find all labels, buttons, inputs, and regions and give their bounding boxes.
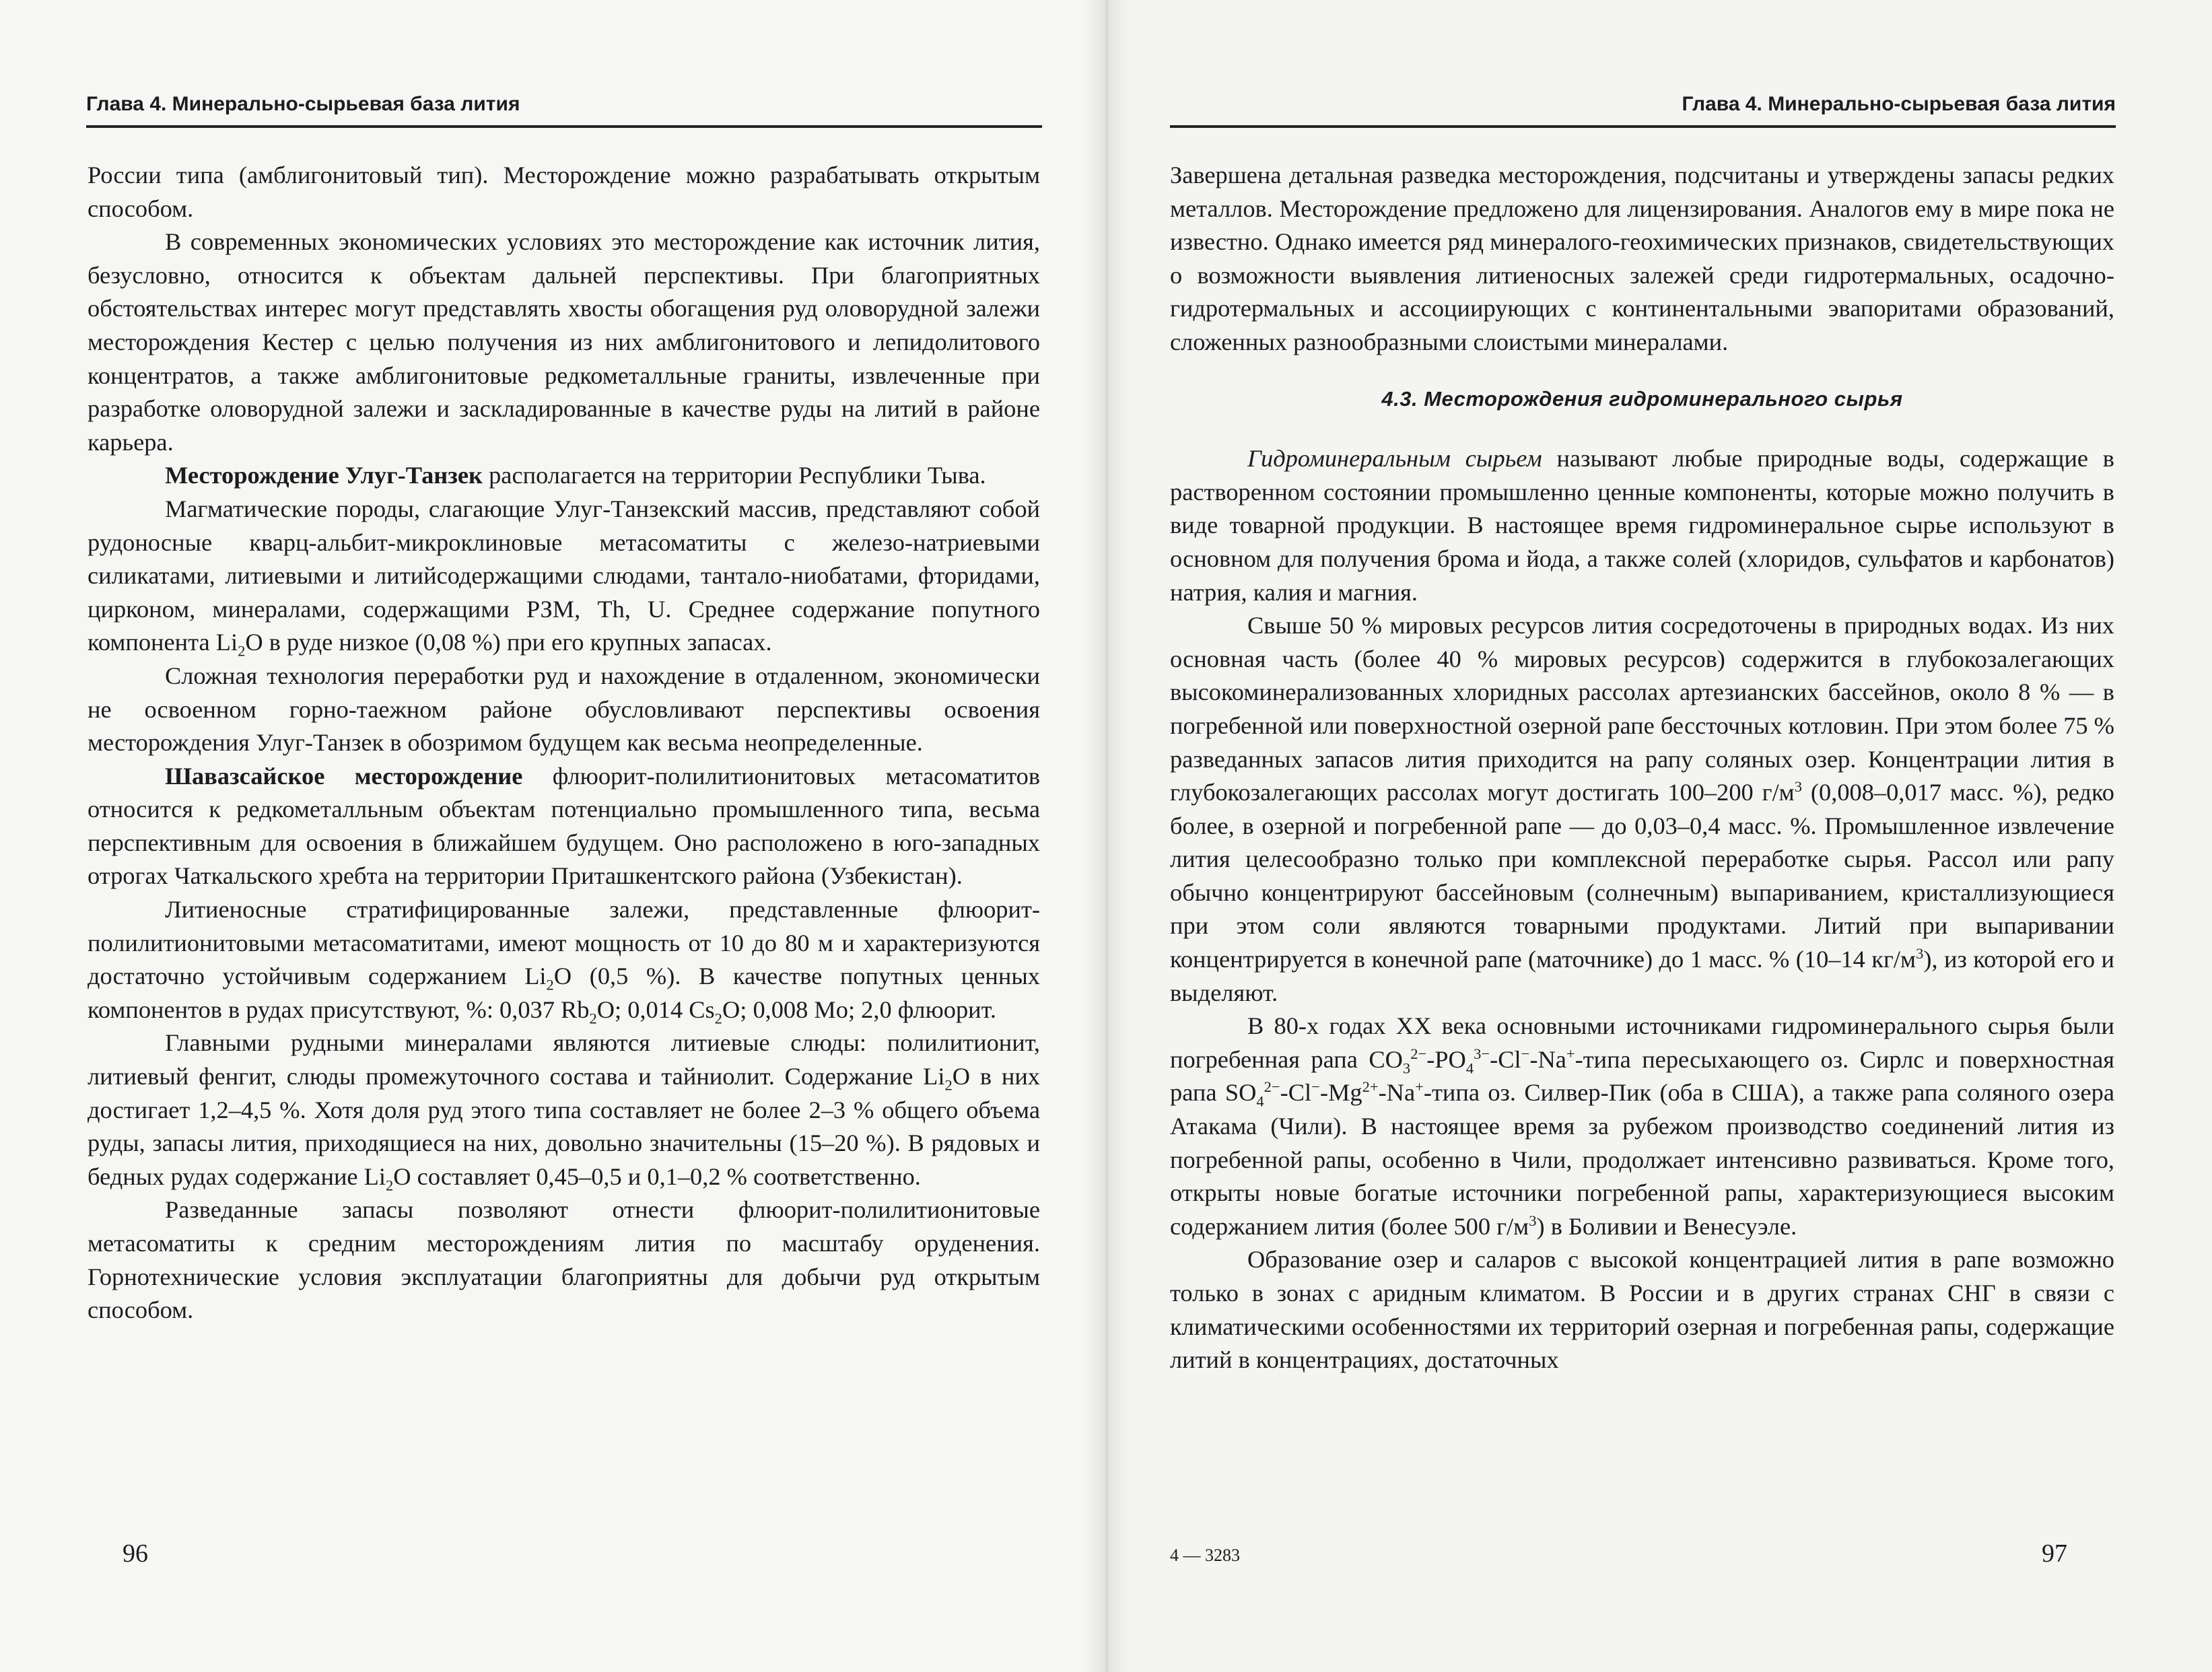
paragraph: Гидроминеральным сырьем называют любые природные воды, содержащие в растворенном состоянии промышленно ценные компоненты, которые можно получить в виде товарной продукции. В настоящее время гидроминеральное сырье используют в основном для получения брома и йода, а также солей (хлоридов, сульфатов и карбонатов) натрия, калия и магния. [1170,445,2114,606]
right-page-body [1170,159,2114,1377]
term-hydromineral-raw: Гидроминеральным сырьем [1247,445,1542,473]
deposit-name-shavazsai: Шавазсайское месторождение [165,762,523,790]
running-header-right: Глава 4. Минерально-сырьевая база лития [1170,93,2116,128]
right-page [1106,0,2212,1672]
paragraph: Главными рудными минералами являются литиевые слюды: полилитионит, литиевый фенгит, слюды промежуточного состава и тайниолит. Содержание $Li_2O$ в них достигает 1,2–4,5 %. Хотя доля руд этого типа составляет не более 2–3 % общего объема руды, запасы лития, приходящиеся на них, довольно значительны (15–20 %). В рядовых и бедных рудах содержание $Li_2O$ составляет 0,45–0,5 и 0,1–0,2 % соответственно. [88,1029,1040,1194]
paragraph: Шавазсайское месторождение флюорит-полилитионитовых метасоматитов относится к редкометалльным объектам потенциально промышленного типа, весьма перспективным для освоения в ближайшем будущем. Оно расположено в юго-западных отрогах Чаткальского хребта на территории Приташкентского района (Узбекистан). [88,762,1040,890]
page-number-left: 96 [123,1539,148,1568]
paragraph: В 80-х годах XX века основными источниками гидроминерального сырья были погребенная рапа $CO_3^{2-}-PO_4^{3-}-Cl^--Na^+$-типа пересыхающего оз. Сирлс и поверхностная рапа $SO_4^{2-}-Cl^--Mg^{2+}-Na^+$-типа оз. Силвер-Пик (оба в США), а также рапа соляного озера Атакама (Чили). В настоящее время за рубежом производство соединений лития из погребенной рапы, особенно в Чили, продолжает интенсивно развиваться. Кроме того, открыты новые богатые источники погребенной рапы, характеризующиеся высоким содержанием лития (более 500 $г/м^3$) в Боливии и Венесуэле. [1170,1012,2114,1240]
left-page-body [88,159,1040,1327]
deposit-name-ulug-tanzek: Месторождение Улуг-Танзек [165,462,483,489]
paragraph: Литиеносные стратифицированные залежи, представленные флюорит-полилитионитовыми метасоматитами, имеют мощность от 10 до 80 м и характеризуются достаточно устойчивым содержанием $Li_2O$ (0,5 %). В качестве попутных ценных компонентов в рудах присутствуют, %: 0,037 $Rb_2O$; 0,014 $Cs_2O$; 0,008 Mo; 2,0 флюорит. [88,896,1040,1027]
paragraph: Сложная технология переработки руд и нахождение в отдаленном, экономически не освоенном горно-таежном районе обусловливают перспективы освоения месторождения Улуг-Танзек в обозримом будущем как весьма неопределенные. [88,662,1040,757]
paragraph: В современных экономических условиях это месторождение как источник лития, безусловно, относится к объектам дальней перспективы. При благоприятных обстоятельствах интерес могут представлять хвосты обогащения руд оловорудной залежи месторождения Кестер с целью получения из них амблигонитового и лепидолитового концентратов, а также амблигонитовые редкометалльные граниты, извлеченные при разработке оловорудной залежи и заскладированные в качестве руды на литий в районе карьера. [88,228,1040,456]
printer-signature: 4 — 3283 [1170,1545,1240,1565]
page-number-right: 97 [2042,1539,2067,1568]
paragraph: России типа (амблигонитовый тип). Месторождение можно разрабатывать открытым способом. [88,162,1040,222]
section-heading: 4.3. Месторождения гидроминерального сырья [1381,386,1903,411]
paragraph: Образование озер и саларов с высокой концентрацией лития в рапе возможно только в зонах с аридным климатом. В России и в других странах СНГ в связи с климатическими особенностями их территорий озерная и погребенная рапы, содержащие литий в концентрациях, достаточных [1170,1246,2114,1374]
paragraph: Месторождение Улуг-Танзек располагается на территории Республики Тыва. [165,462,986,489]
paragraph: Завершена детальная разведка месторождения, подсчитаны и утверждены запасы редких металлов. Месторождение предложено для лицензирования. Аналогов ему в мире пока не известно. Однако имеется ряд минералого-геохимических признаков, свидетельствующих о возможности выявления литиеносных залежей среди гидротермальных, осадочно-гидротермальных и ассоциирующих с континентальными эвапоритами образований, сложенных разнообразными слоистыми минералами. [1170,162,2114,355]
paragraph: Магматические породы, слагающие Улуг-Танзекский массив, представляют собой рудоносные кварц-альбит-микроклиновые метасоматиты с железо-натриевыми силикатами, литиевыми и литийсодержащими слюдами, тантало-ниобатами, фторидами, цирконом, минералами, содержащими РЗМ, Th, U. Среднее содержание попутного компонента $Li_2O$ в руде низкое (0,08 %) при его крупных запасах. [88,495,1040,660]
paragraph: Разведанные запасы позволяют отнести флюорит-полилитионитовые метасоматиты к средним месторождениям лития по масштабу оруденения. Горнотехнические условия эксплуатации благоприятны для добычи руд открытым способом. [88,1196,1040,1324]
running-header-left: Глава 4. Минерально-сырьевая база лития [86,93,1042,128]
paragraph: Свыше 50 % мировых ресурсов лития сосредоточены в природных водах. Из них основная часть (более 40 % мировых ресурсов) содержится в глубокозалегающих высокоминерализованных хлоридных рассолах артезианских бассейнов, около 8 % — в погребенной или поверхностной озерной рапе бессточных котловин. При этом более 75 % разведанных запасов лития приходится на рапу соляных озер. Концентрации лития в глубокозалегающих рассолах могут достигать 100–200 $г/м^3$ (0,008–0,017 масс. %), редко более, в озерной и погребенной рапе — до 0,03–0,4 масс. %. Промышленное извлечение лития целесообразно только при комплексной переработке сырья. Рассол или рапу обычно концентрируют бассейновым (солнечным) выпариванием, кристаллизующиеся при этом соли являются товарными продуктами. Литий при выпаривании концентрируется в конечной рапе (маточнике) до 1 масс. % (10–14 $кг/м^3$), из которой его и выделяют. [1170,612,2114,1006]
